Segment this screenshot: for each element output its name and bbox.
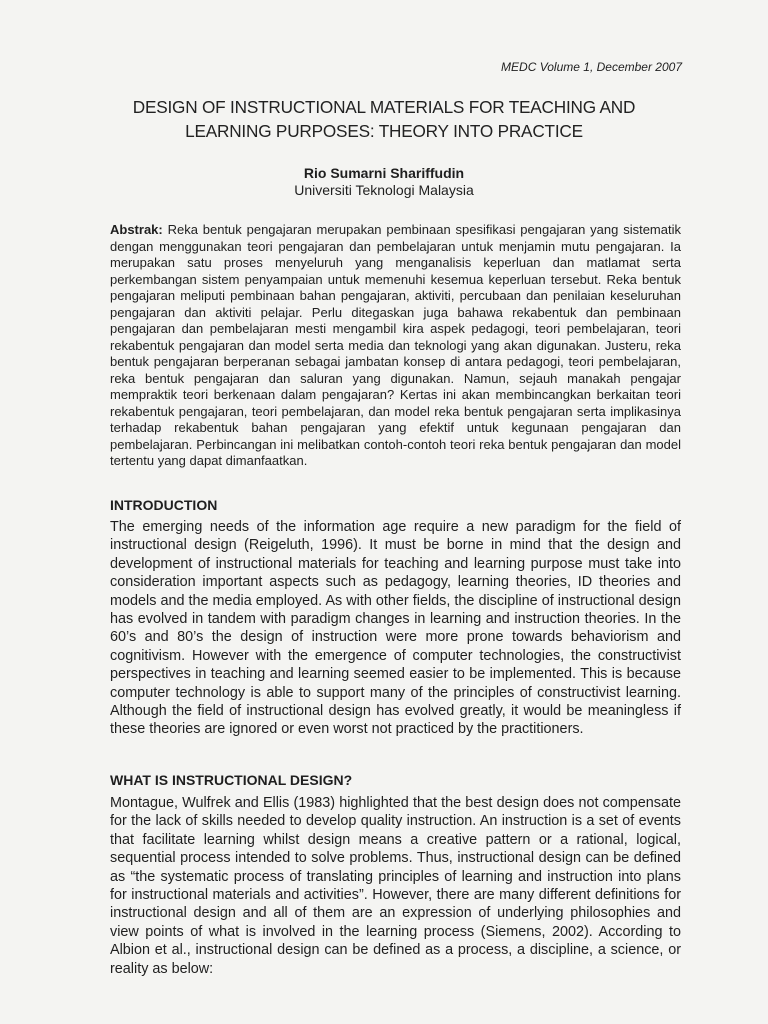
section-heading-introduction: INTRODUCTION <box>110 497 218 513</box>
journal-header: MEDC Volume 1, December 2007 <box>501 60 682 74</box>
abstract-text: Reka bentuk pengajaran merupakan pembinaan spesifikasi pengajaran yang sistematik dengan menggunakan teori pengajaran dan pembelajaran untuk menjamin mutu pengajaran. Ia merupakan satu proses menyeluruh yang menganalisis keperluan dan matlamat serta perkembangan sistem penyampaian untuk memenuhi kesemua keperluan tersebut. Reka bentuk pengajaran meliputi pembinaan bahan pengajaran, aktiviti, percubaan dan penilaian keseluruhan pengajaran dan aktiviti pelajar. Perlu ditegaskan juga bahawa rekabentuk dan pembinaan pengajaran dan pembelajaran mesti mengambil kira aspek pedagogi, teori pembelajaran, teori rekabentuk pengajaran dan model serta media dan teknologi yang akan digunakan. Justeru, reka bentuk pengajaran berperanan sebagai jambatan konsep di antara pedagogi, teori pembelajaran, reka bentuk pengajaran dan saluran yang digunakan. Namun, sejauh manakah pengajar mempraktik teori berkenaan dalam pengajaran? Kertas ini akan membincangkan berkaitan teori rekabentuk pengajaran, teori pembelajaran, dan model reka bentuk pengajaran serta implikasinya terhadap rekabentuk bahan pengajaran yang efektif untuk kegunaan pengajaran dan pembelajaran. Perbincangan ini melibatkan contoh-contoh teori reka bentuk pengajaran dan model tertentu yang dapat dimanfaatkan. <box>110 222 681 468</box>
abstract-label: Abstrak: <box>110 222 163 237</box>
what-is-paragraph: Montague, Wulfrek and Ellis (1983) highlighted that the best design does not compensate for the lack of skills needed to develop quality instruction. An instruction is a set of events that facilitate learning whilst design means a creative pattern or a rational, logical, sequential process intended to solve problems. Thus, instructional design can be defined as “the systematic process of translating principles of learning and instruction into plans for instructional materials and activities”. However, there are many different definitions for instructional design and all of them are an expression of underlying philosophies and view points of what is involved in the learning process (Siemens, 2002). According to Albion et al., instructional design can be defined as a process, a discipline, a science, or reality as below: <box>110 795 681 977</box>
paper-title: DESIGN OF INSTRUCTIONAL MATERIALS FOR TEACHING AND LEARNING PURPOSES: THEORY INTO PRACTICE <box>132 97 636 141</box>
abstract <box>110 222 681 470</box>
introduction-paragraph: The emerging needs of the information age require a new paradigm for the field of instructional design (Reigeluth, 1996). It must be borne in mind that the design and development of instructional materials for teaching and learning purpose must take into consideration important aspects such as pedagogy, learning theories, ID theories and models and the media employed. As with other fields, the discipline of instructional design has evolved in tandem with paradigm changes in learning and instruction theories. In the 60’s and 80’s the design of instruction were more prone towards behaviorism and cognitivism. However with the emergence of computer technologies, the constructivist perspectives in teaching and learning seemed easier to be implemented. This is because computer technology is able to support many of the principles of constructivist learning. Although the field of instructional design has evolved greatly, it would be meaningless if these theories are ignored or even worst not practiced by the practitioners. <box>110 519 681 738</box>
section-heading-what-is-instructional-design: WHAT IS INSTRUCTIONAL DESIGN? <box>110 772 353 788</box>
author-affiliation: Universiti Teknologi Malaysia <box>294 182 474 198</box>
author-name: Rio Sumarni Shariffudin <box>303 165 465 181</box>
